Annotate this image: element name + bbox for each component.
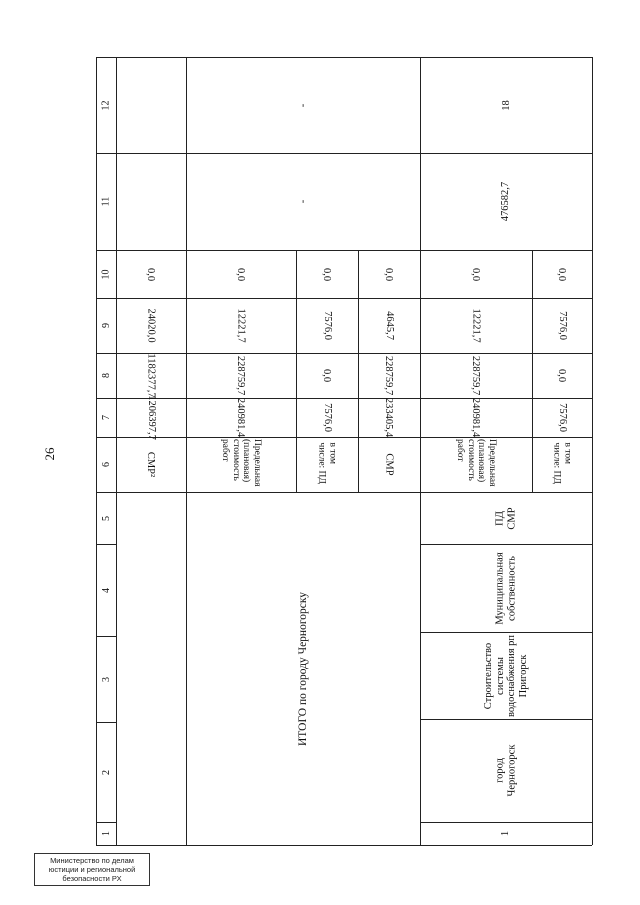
block1-value-10: 0,0: [145, 267, 157, 281]
block3-row2-value-10: 0,0: [556, 267, 568, 281]
col-number-11: 11: [100, 196, 112, 207]
block2-row1-value-10: 0,0: [235, 267, 247, 281]
stamp-line: юстиции и региональной: [48, 865, 136, 874]
block2-row3-value-7: 233405,4: [383, 397, 395, 438]
block2-row1-label: Предельная (плановая) стоимость работ: [220, 438, 262, 486]
col-number-4: 4: [100, 587, 112, 593]
block3-row2-value-7: 7576,0: [556, 403, 568, 432]
block2-row1-value-8: 228759,7: [235, 355, 247, 396]
block2-row3-value-9: 4645,7: [383, 311, 395, 340]
col-number-8: 8: [100, 373, 112, 378]
block3-row2-label: в том числе: ПД: [552, 442, 573, 484]
block1-value-7: 1206397,7: [145, 395, 157, 440]
col-number-9: 9: [100, 323, 112, 328]
col-number-7: 7: [100, 415, 112, 420]
registration-stamp: [34, 853, 150, 886]
col-number-1: 1: [100, 831, 112, 836]
col-number-3: 3: [100, 676, 112, 682]
block3-row1-value-9: 12221,7: [470, 308, 482, 343]
block2-row1-value-9: 12221,7: [235, 308, 247, 343]
block2-row2-value-7: 7576,0: [321, 403, 333, 432]
col-number-10: 10: [100, 269, 112, 279]
block2-row2-value-10: 0,0: [321, 267, 333, 281]
block2-row2-value-8: 0,0: [321, 368, 333, 383]
block3-col1: 1: [500, 830, 512, 837]
block3-object-name: Строительство системы водоснабжения рп Пригорск: [483, 634, 529, 717]
block3-ownership: Муниципальная собственность: [494, 551, 517, 625]
stamp-line: Министерство по делам: [50, 856, 134, 865]
block3-row1-value-10: 0,0: [470, 267, 482, 281]
block3-row2-value-9: 7576,0: [556, 311, 568, 340]
block3-row2-value-8: 0,0: [556, 368, 568, 383]
block3-value-11: 476582,7: [500, 181, 512, 222]
block3-work-type: ПД СМР: [494, 506, 517, 530]
summary-label: ИТОГО по городу Черногорску: [296, 591, 309, 746]
block3-row1-label: Предельная (плановая) стоимость работ: [455, 438, 497, 486]
block2-row3-value-8: 228759,7: [383, 355, 395, 396]
block3-row1-value-7: 240981,4: [470, 397, 482, 438]
block1-value-8: 1182377,7: [145, 353, 157, 398]
block2-value-12: -: [297, 103, 309, 107]
block2-row2-label: в том числе: ПД: [317, 442, 338, 484]
stamp-line: безопасности РХ: [62, 874, 122, 883]
block1-value-9: 24020,0: [145, 308, 157, 343]
col-number-12: 12: [100, 100, 112, 110]
col-number-6: 6: [100, 462, 112, 467]
block2-row2-value-9: 7576,0: [321, 311, 333, 340]
col-number-2: 2: [100, 769, 112, 775]
block2-row3-value-10: 0,0: [383, 267, 395, 281]
block3-value-12: 18: [500, 99, 512, 111]
block2-row1-value-7: 240981,4: [235, 397, 247, 438]
block3-row1-value-8: 228759,7: [470, 355, 482, 396]
page-number: 26: [42, 447, 57, 461]
block1-label: СМР²: [145, 451, 157, 478]
block2-row3-label: СМР: [383, 453, 395, 476]
block2-value-11: -: [297, 199, 309, 204]
block3-city: город Черногорск: [494, 744, 517, 797]
col-number-5: 5: [100, 515, 112, 521]
